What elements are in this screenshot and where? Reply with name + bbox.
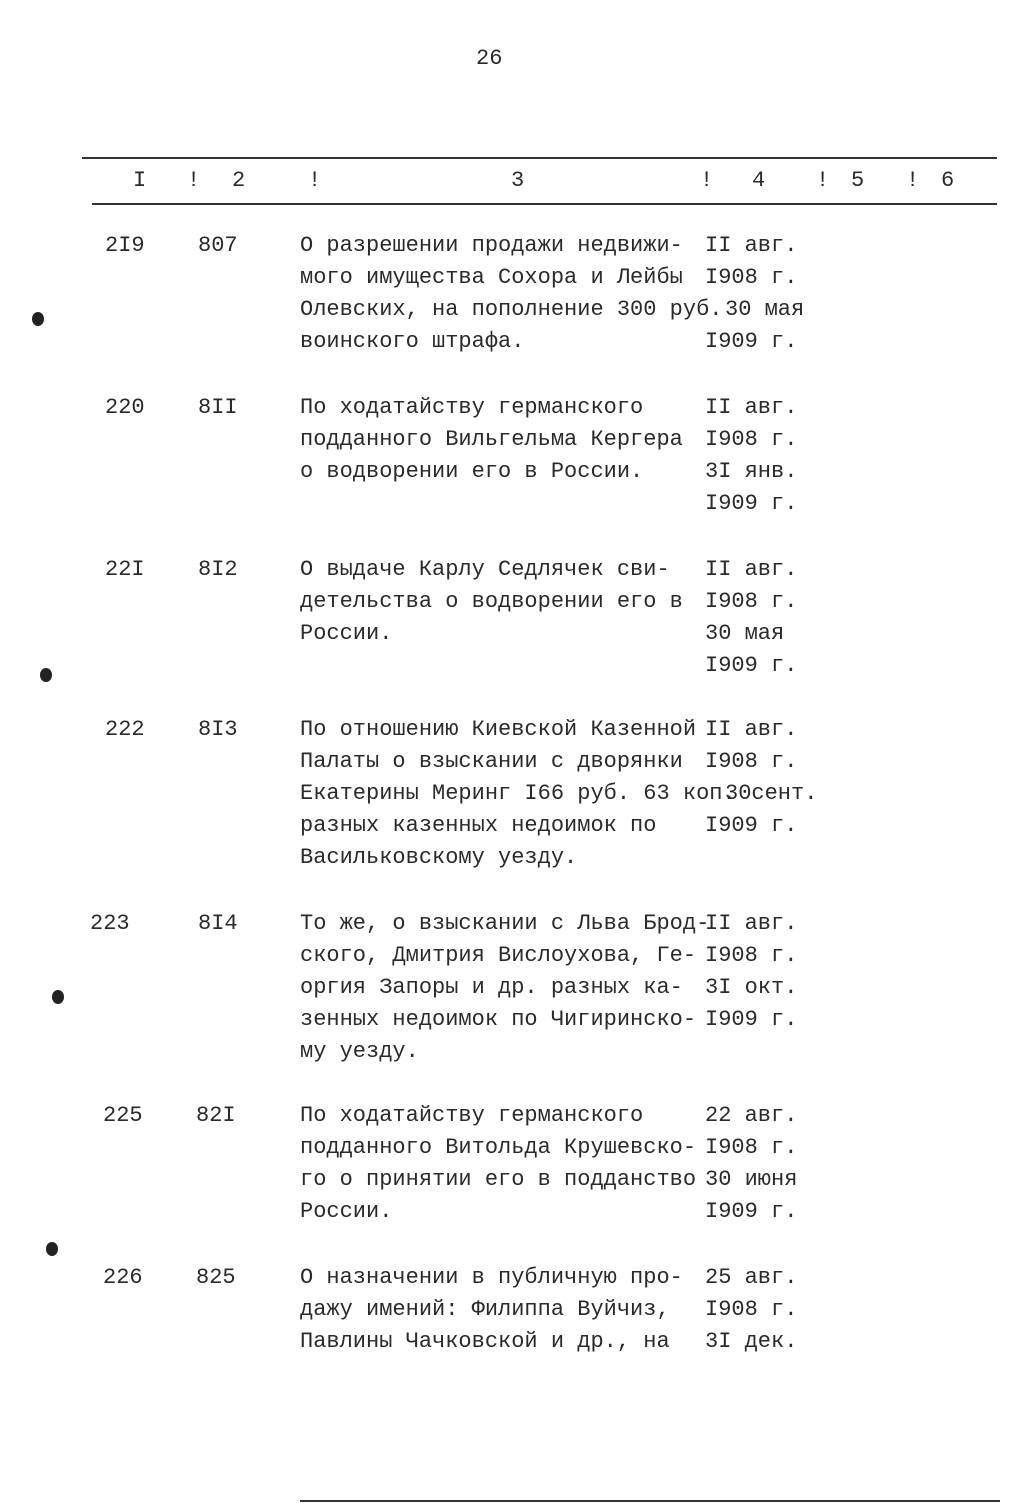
date-line: I909 г.	[705, 1199, 798, 1224]
desc-line: детельства о водворении его в	[300, 589, 683, 614]
header-col-1: I	[133, 168, 147, 193]
date-line: I909 г.	[705, 491, 798, 516]
date-line: I909 г.	[705, 329, 798, 354]
header-col-3: 3	[511, 168, 525, 193]
header-col-2: 2	[232, 168, 246, 193]
entry-number: 22I	[105, 557, 145, 582]
date-line: 30 мая	[705, 621, 785, 646]
desc-line: России.	[300, 1199, 393, 1224]
date-line: 3I окт.	[705, 975, 798, 1000]
page-bottom-rule	[300, 1500, 1000, 1502]
table-header-rule	[92, 203, 997, 205]
punch-hole-mark	[46, 1242, 58, 1256]
punch-hole-mark	[40, 668, 52, 682]
desc-line: го о принятии его в подданство	[300, 1167, 697, 1192]
case-number: 825	[196, 1265, 236, 1290]
date-line: II авг.	[705, 557, 798, 582]
desc-line: Палаты о взыскании с дворянки	[300, 749, 683, 774]
desc-line: Васильковскому уезду.	[300, 845, 578, 870]
desc-line: О назначении в публичную про-	[300, 1265, 683, 1290]
header-sep-1: !	[187, 168, 201, 193]
entry-number: 223	[90, 911, 130, 936]
header-col-6: 6	[941, 168, 955, 193]
entry-dates	[705, 1262, 797, 1358]
entry-number: 226	[103, 1265, 143, 1290]
header-col-4: 4	[752, 168, 766, 193]
entry-number: 222	[105, 717, 145, 742]
date-line: I908 г.	[705, 1297, 798, 1322]
entry-description	[300, 230, 723, 358]
desc-line: подданного Вильгельма Кергера	[300, 427, 683, 452]
desc-line: му уезду.	[300, 1039, 419, 1064]
entry-dates	[705, 230, 804, 358]
entry-description	[300, 1262, 700, 1358]
desc-line: о водворении его в России.	[300, 459, 644, 484]
desc-line: По отношению Киевской Казенной	[300, 717, 697, 742]
date-line: 30 июня	[705, 1167, 798, 1192]
desc-line: О разрешении продажи недвижи-	[300, 233, 683, 258]
header-sep-4: !	[816, 168, 830, 193]
punch-hole-mark	[52, 990, 64, 1004]
date-line: II авг.	[705, 911, 798, 936]
date-line: II авг.	[705, 233, 798, 258]
date-line: 22 авг.	[705, 1103, 798, 1128]
table-top-rule	[82, 157, 997, 159]
entry-dates	[705, 908, 797, 1036]
case-number: 8I4	[198, 911, 238, 936]
date-line: I908 г.	[705, 749, 798, 774]
desc-line: О выдаче Карлу Седлячек сви-	[300, 557, 670, 582]
date-line: I908 г.	[705, 589, 798, 614]
header-sep-3: !	[700, 168, 714, 193]
date-line: I908 г.	[705, 943, 798, 968]
header-sep-5: !	[906, 168, 920, 193]
date-line: I909 г.	[705, 653, 798, 678]
desc-line: оргия Запоры и др. разных ка-	[300, 975, 683, 1000]
entry-dates	[705, 554, 797, 682]
date-line: I908 г.	[705, 1135, 798, 1160]
desc-line: воинского штрафа.	[300, 329, 525, 354]
entry-description	[300, 554, 700, 650]
date-line: I908 г.	[705, 265, 798, 290]
page-number: 26	[476, 46, 503, 71]
entry-description	[300, 1100, 700, 1228]
date-line: II авг.	[705, 717, 798, 742]
desc-line: дажу имений: Филиппа Вуйчиз,	[300, 1297, 670, 1322]
date-line: 30сент.	[725, 781, 818, 806]
case-number: 8I3	[198, 717, 238, 742]
date-line: 3I янв.	[705, 459, 798, 484]
date-line: I908 г.	[705, 427, 798, 452]
date-line: 30 мая	[725, 297, 805, 322]
desc-line: Павлины Чачковской и др., на	[300, 1329, 670, 1354]
desc-line: То же, о взыскании с Льва Брод-	[300, 911, 710, 936]
desc-line: По ходатайству германского	[300, 395, 644, 420]
entry-number: 2I9	[105, 233, 145, 258]
punch-hole-mark	[32, 312, 44, 326]
desc-line: России.	[300, 621, 393, 646]
desc-line: По ходатайству германского	[300, 1103, 644, 1128]
entry-description	[300, 392, 700, 488]
entry-number: 225	[103, 1103, 143, 1128]
entry-dates	[705, 1100, 797, 1228]
header-col-5: 5	[851, 168, 865, 193]
desc-line: Олевских, на пополнение 300 руб.	[300, 297, 723, 322]
desc-line: ского, Дмитрия Вислоухова, Ге-	[300, 943, 697, 968]
date-line: 3I дек.	[705, 1329, 798, 1354]
desc-line: подданного Витольда Крушевско-	[300, 1135, 697, 1160]
case-number: 8II	[198, 395, 238, 420]
case-number: 807	[198, 233, 238, 258]
entry-number: 220	[105, 395, 145, 420]
entry-description	[300, 714, 736, 874]
date-line: I909 г.	[705, 813, 798, 838]
desc-line: Екатерины Меринг I66 руб. 63 коп.	[300, 781, 736, 806]
entry-description	[300, 908, 710, 1068]
case-number: 8I2	[198, 557, 238, 582]
desc-line: зенных недоимок по Чигиринско-	[300, 1007, 697, 1032]
header-sep-2: !	[308, 168, 322, 193]
desc-line: мого имущества Сохора и Лейбы	[300, 265, 683, 290]
case-number: 82I	[196, 1103, 236, 1128]
entry-dates	[705, 714, 817, 842]
desc-line: разных казенных недоимок по	[300, 813, 657, 838]
date-line: II авг.	[705, 395, 798, 420]
date-line: 25 авг.	[705, 1265, 798, 1290]
entry-dates	[705, 392, 797, 520]
date-line: I909 г.	[705, 1007, 798, 1032]
